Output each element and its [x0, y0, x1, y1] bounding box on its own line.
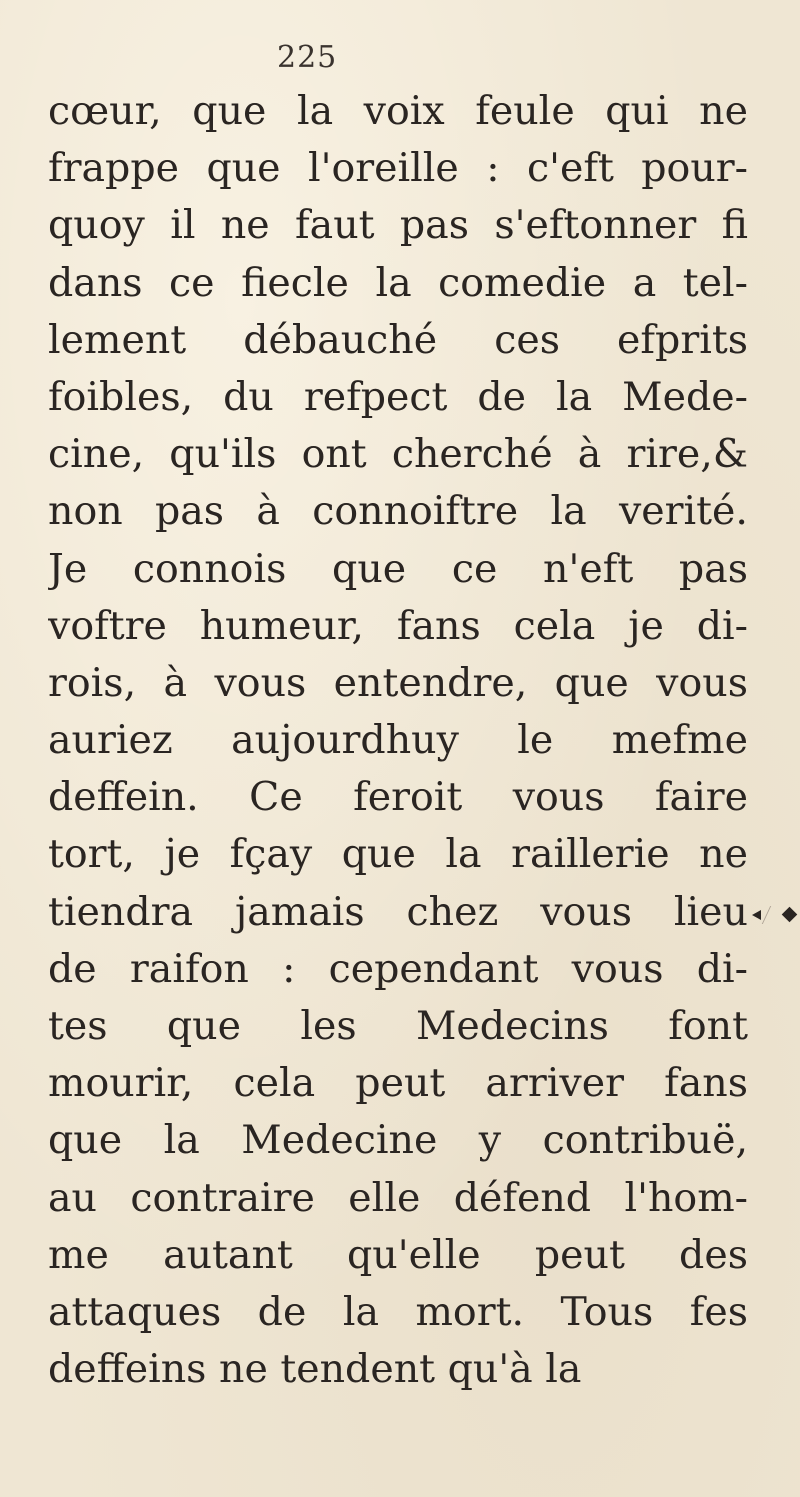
text-line: cine, qu'ils ont cherché à rire,&: [48, 431, 748, 478]
text-line: deffeins ne tendent qu'à la: [48, 1346, 582, 1393]
printer-fleuron-icon: [752, 898, 800, 932]
text-line: tiendra jamais chez vous lieu: [48, 888, 748, 935]
page-number: 225: [277, 40, 338, 75]
text-line: deffein. Ce feroit vous faire: [48, 774, 748, 821]
text-line: Je connois que ce n'eft pas: [48, 545, 748, 592]
text-line: lement débauché ces efprits: [48, 316, 748, 363]
text-line: de raifon : cependant vous di-: [48, 945, 748, 992]
text-line: me autant qu'elle peut des: [48, 1231, 748, 1278]
text-line: non pas à connoiftre la verité.: [48, 488, 748, 535]
fleuron-left-mark: [752, 910, 761, 920]
text-line: voftre humeur, fans cela je di-: [48, 602, 748, 649]
text-line: auriez aujourdhuy le mefme: [48, 717, 748, 764]
text-line: frappe que l'oreille : c'eft pour-: [48, 145, 748, 192]
text-line: rois, à vous entendre, que vous: [48, 659, 748, 706]
text-line: cœur, que la voix feule qui ne: [48, 88, 748, 134]
text-line: foibles, du refpect de la Mede-: [48, 373, 748, 420]
text-line: mourir, cela peut arriver fans: [48, 1060, 748, 1107]
text-line: attaques de la mort. Tous fes: [48, 1288, 748, 1335]
text-line: tort, je fçay que la raillerie ne: [48, 831, 748, 878]
text-line: dans ce fiecle la comedie a tel-: [48, 259, 748, 306]
text-line: au contraire elle défend l'hom-: [48, 1174, 748, 1221]
body-text: [48, 83, 748, 1398]
text-line: quoy il ne faut pas s'eftonner fi: [48, 202, 748, 249]
text-line: tes que les Medecins font: [48, 1003, 748, 1049]
text-line: que la Medecine y contribuë,: [48, 1117, 748, 1164]
fleuron-right-mark: [782, 907, 798, 923]
